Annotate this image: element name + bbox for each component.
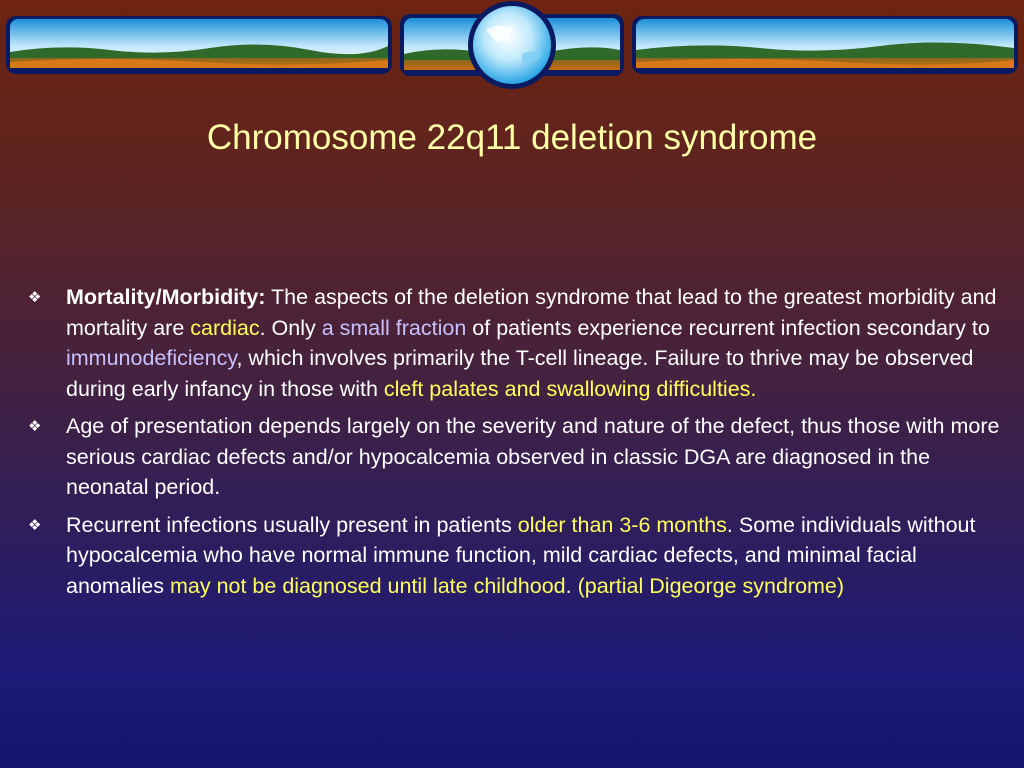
text-run: of patients experience recurrent infection secondary to [466,315,990,340]
header-banner [0,0,1024,100]
text-run: . Some individuals without hypocalcemia who have normal immune function, mild cardiac defects, and minimal facial anomalies [66,512,976,598]
diamond-bullet-icon: ❖ [28,289,42,306]
text-run: , which involves primarily the T-cell lineage. Failure to thrive may be observed during early infancy in those with [66,346,974,401]
highlight-text: may not be diagnosed until late childhood [169,573,566,598]
highlight-text: (partial Digeorge syndrome) [577,573,845,598]
highlight-text: cleft palates and swallowing difficulties. [383,376,757,401]
highlight-text: immunodeficiency [66,346,237,370]
bullet-text: Age of presentation depends largely on the severity and nature of the defect, thus those with more serious cardiac defects and/or hypocalcemia observed in classic DGA are diagnosed in the neonatal period. [66,414,1000,499]
bullet-list [26,282,1006,608]
globe-icon [468,1,556,89]
text-run: . [565,573,578,598]
highlight-text: a small fraction [321,315,467,340]
bullet-item [26,282,1006,404]
banner-panel-right [632,16,1018,74]
bullet-item [26,411,1006,503]
diamond-bullet-icon: ❖ [28,516,42,534]
highlight-text: cardiac [190,315,260,340]
bullet-item [26,510,1006,602]
diamond-bullet-icon: ❖ [28,418,42,435]
bullet-text [66,282,1006,404]
text-run: The aspects of the deletion syndrome that lead to the greatest morbidity and mortality are [66,285,997,340]
slide-title: Chromosome 22q11 deletion syndrome [206,118,818,157]
highlight-text: older than 3-6 months [517,512,727,537]
bullet-heading: Mortality/Morbidity: [66,285,266,309]
text-run: . Only [259,315,322,340]
banner-panel-left [6,16,392,74]
text-run: Recurrent infections usually present in patients [66,512,518,537]
bullet-text [66,510,1006,602]
